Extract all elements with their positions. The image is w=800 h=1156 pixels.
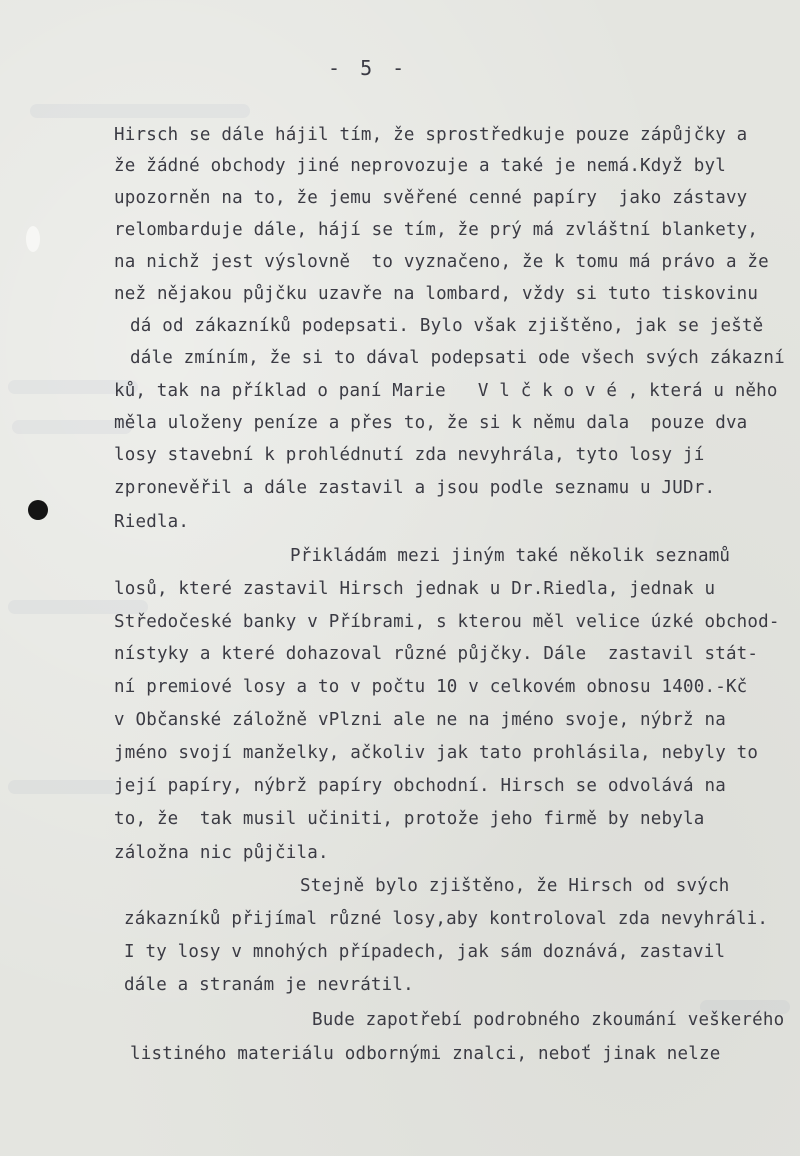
- text-line: její papíry, nýbrž papíry obchodní. Hirsch se odvolává na: [114, 776, 726, 796]
- punch-hole: [28, 500, 48, 520]
- text-line: zpronevěřil a dále zastavil a jsou podle seznamu u JUDr.: [114, 478, 716, 498]
- text-line: Stejně bylo zjištěno, že Hirsch od svých: [300, 876, 730, 896]
- text-line: relombarduje dále, hájí se tím, že prý má zvláštní blankety,: [114, 220, 759, 240]
- text-line: měla uloženy peníze a přes to, že si k němu dala pouze dva: [114, 413, 748, 433]
- text-line: na nichž jest výslovně to vyznačeno, že k tomu má právo a že: [114, 252, 769, 272]
- text-line: dále zmíním, že si to dával podepsati ode všech svých zákazní: [130, 348, 785, 368]
- text-line: Středočeské banky v Příbrami, s kterou měl velice úzké obchod-: [114, 612, 780, 632]
- reverse-side-bleed-through: [8, 780, 118, 794]
- text-line: jméno svojí manželky, ačkoliv jak tato prohlásila, nebyly to: [114, 743, 759, 763]
- text-line: Hirsch se dále hájil tím, že sprostředkuje pouze zápůjčky a: [114, 125, 748, 145]
- text-line: ní premiové losy a to v počtu 10 v celkovém obnosu 1400.-Kč: [114, 677, 748, 697]
- text-line: losů, které zastavil Hirsch jednak u Dr.Riedla, jednak u: [114, 579, 716, 599]
- text-line: v Občanské záložně vPlzni ale ne na jméno svoje, nýbrž na: [114, 710, 726, 730]
- text-line: dá od zákazníků podepsati. Bylo však zjištěno, jak se ještě: [130, 316, 764, 336]
- text-line: upozorněn na to, že jemu svěřené cenné papíry jako zástavy: [114, 188, 748, 208]
- reverse-side-bleed-through: [30, 104, 250, 118]
- text-line: listiného materiálu odbornými znalci, neboť jinak nelze: [130, 1044, 721, 1064]
- text-line: zákazníků přijímal různé losy,aby kontroloval zda nevyhráli.: [124, 909, 769, 929]
- text-line: dále a stranám je nevrátil.: [124, 975, 414, 995]
- text-line: záložna nic půjčila.: [114, 843, 329, 863]
- text-line: Přikládám mezi jiným také několik seznamů: [290, 546, 731, 566]
- text-line: ků, tak na příklad o paní Marie V l č k o v é , která u něho: [114, 381, 778, 401]
- page-number: - 5 -: [328, 56, 409, 80]
- text-line: Riedla.: [114, 512, 190, 532]
- text-line: Bude zapotřebí podrobného zkoumání veškerého: [312, 1010, 785, 1030]
- text-line: to, že tak musil učiniti, protože jeho firmě by nebyla: [114, 809, 705, 829]
- text-line: nístyky a které dohazoval různé půjčky. Dále zastavil stát-: [114, 644, 759, 664]
- text-line: losy stavební k prohlédnutí zda nevyhrála, tyto losy jí: [114, 445, 705, 465]
- text-line: že žádné obchody jiné neprovozuje a také je nemá.Když byl: [114, 156, 726, 176]
- text-line: než nějakou půjčku uzavře na lombard, vždy si tuto tiskovinu: [114, 284, 759, 304]
- paper-speck: [26, 226, 40, 252]
- text-line: I ty losy v mnohých případech, jak sám doznává, zastavil: [124, 942, 726, 962]
